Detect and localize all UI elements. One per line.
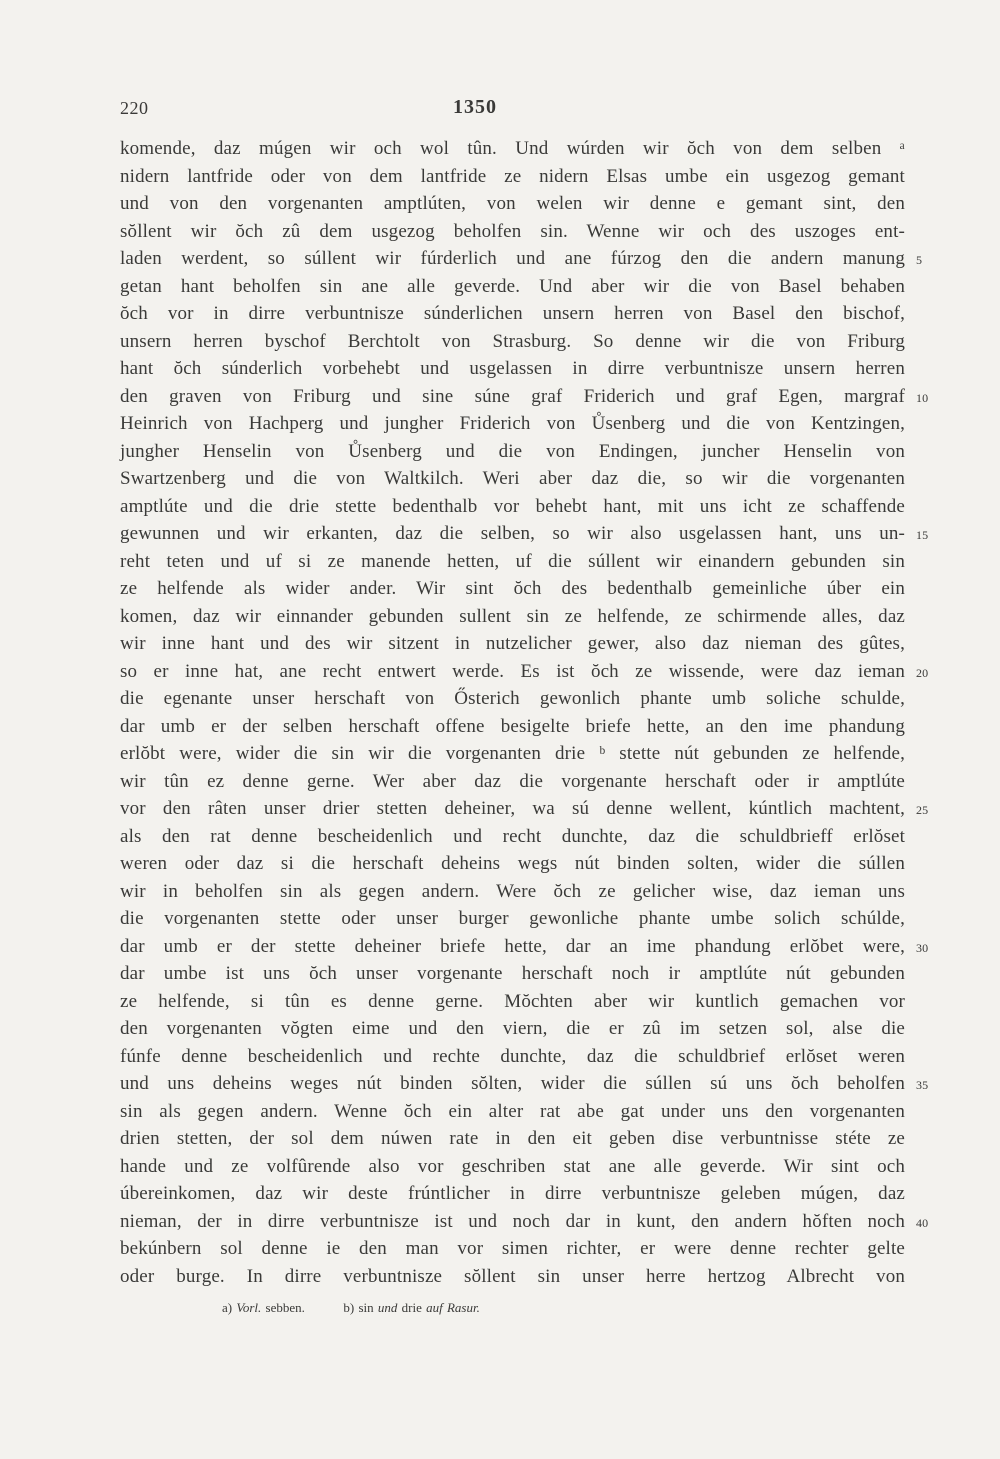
text-line — [120, 905, 905, 933]
line-text: dar umb er der selben herschaft offene besigelte briefe hette, an den ime phandung — [120, 715, 905, 737]
line-number: 20 — [916, 665, 929, 680]
line-number: 15 — [916, 528, 929, 542]
line-text: den vorgenanten vŏgten eime und den viern, die er zû im setzen sol, alse die — [120, 1018, 905, 1039]
text-block — [120, 135, 929, 1290]
line-text: getan hant beholfen sin ane alle geverde. Und aber wir die von Basel behaben — [120, 275, 905, 297]
line-number: 40 — [916, 1215, 929, 1230]
footnote-b: b) sin und drie auf Rasur. — [343, 1300, 480, 1315]
text-line — [120, 410, 905, 438]
line-text: und von den vorgenanten amptlúten, von welen wir denne e gemant sint, den — [120, 193, 905, 214]
text-line — [120, 383, 929, 411]
line-text: sin als gegen andern. Wenne ŏch ein alter rat abe gat under uns den vorgenanten — [120, 1100, 905, 1122]
line-text: drien stetten, der sol dem núwen rate in den eit geben dise verbuntnisse stéte ze — [120, 1128, 905, 1149]
line-number: 30 — [916, 940, 929, 955]
line-text: vor den râten unser drier stetten deheiner, wa sú denne wellent, kúntlich machtent, — [120, 798, 905, 819]
line-text: hant ŏch súnderlich vorbehebt und usgelassen in dirre verbuntnisze unsern herren — [120, 358, 905, 379]
line-text: unsern herren byschof Berchtolt von Strasburg. So denne wir die von Friburg — [120, 330, 905, 352]
footnote-a: a) Vorl. sebben. — [222, 1300, 305, 1315]
line-text: úbereinkomen, daz wir deste frúntlicher in dirre verbuntnisze geleben múgen, daz — [120, 1183, 905, 1204]
text-line — [120, 190, 905, 218]
text-line — [120, 163, 905, 191]
line-text: laden werdent, so súllent wir fúrderlich und ane fúrzog den die andern manung — [120, 248, 905, 269]
line-text: nidern lantfride oder von dem lantfride ze nidern Elsas umbe ein usgezog gemant — [120, 165, 905, 187]
text-line — [120, 273, 905, 301]
text-line — [120, 1098, 905, 1126]
text-line — [120, 1043, 905, 1071]
line-text: Swartzenberg und die von Waltkilch. Weri aber daz die, so wir die vorgenanten — [120, 468, 905, 489]
text-line — [120, 218, 905, 246]
text-line — [120, 823, 905, 851]
text-line — [120, 355, 905, 383]
text-line — [120, 1153, 905, 1181]
line-text: komen, daz wir einnander gebunden sullent sin ze helfende, ze schirmende alles, daz — [120, 605, 905, 627]
text-line — [120, 685, 905, 713]
line-text: dar umbe ist uns ŏch unser vorgenante herschaft noch ir amptlúte nút gebunden — [120, 963, 905, 984]
text-line — [120, 768, 905, 796]
line-text: hande und ze volfûrende also vor geschriben stat ane alle geverde. Wir sint och — [120, 1155, 905, 1177]
line-text: komende, daz múgen wir och wol tûn. Und wúrden wir ŏch von dem selben ᵃ — [120, 138, 905, 159]
line-text: nieman, der in dirre verbuntnisze ist und noch dar in kunt, den andern hŏften noch — [120, 1210, 905, 1232]
line-text: sŏllent wir ŏch zû dem usgezog beholfen sin. Wenne wir och des uszoges ent- — [120, 220, 905, 242]
text-line — [120, 878, 905, 906]
text-line — [120, 1263, 905, 1291]
text-line — [120, 1015, 905, 1043]
line-text: ŏch vor in dirre verbuntnisze súnderlichen unsern herren von Basel den bischof, — [120, 303, 905, 324]
line-text: reht teten und uf si ze manende hetten, uf die súllent wir einandern gebunden sin — [120, 550, 905, 572]
year-heading: 1350 — [453, 96, 497, 118]
line-text: und uns deheins weges nút binden sŏlten, wider die súllen sú uns ŏch beholfen — [120, 1073, 905, 1094]
text-line — [120, 740, 905, 768]
text-line — [120, 328, 905, 356]
text-line — [120, 630, 905, 658]
text-line — [120, 658, 929, 686]
text-line — [120, 850, 905, 878]
text-line — [120, 960, 905, 988]
text-line — [120, 548, 905, 576]
line-text: gewunnen und wir erkanten, daz die selben, so wir also usgelassen hant, uns un- — [120, 523, 905, 544]
text-line — [120, 1235, 905, 1263]
line-text: wir inne hant und des wir sitzent in nutzelicher gewer, also daz nieman des gûtes, — [120, 633, 905, 654]
line-text: die vorgenanten stette oder unser burger gewonliche phante umbe solich schúlde, — [120, 908, 905, 929]
line-text: so er inne hat, ane recht entwert werde. Es ist ŏch ze wissende, were daz ieman — [120, 660, 905, 682]
line-text: ze helfende, si tûn es denne gerne. Mŏchten aber wir kuntlich gemachen vor — [120, 990, 905, 1012]
line-text: die egenante unser herschaft von Ősterich gewonlich phante umb soliche schulde, — [120, 688, 905, 709]
text-line — [120, 520, 929, 548]
text-line — [120, 988, 905, 1016]
text-line — [120, 575, 905, 603]
line-text: wir in beholfen sin als gegen andern. Were ŏch ze gelicher wise, daz ieman uns — [120, 880, 905, 902]
text-line — [120, 1208, 929, 1236]
text-line — [120, 245, 923, 273]
line-text: wir tûn ez denne gerne. Wer aber daz die vorgenante herschaft oder ir amptlúte — [120, 770, 905, 792]
text-line — [120, 493, 905, 521]
text-line — [120, 933, 929, 961]
footnotes — [222, 1300, 480, 1316]
line-text: als den rat denne bescheidenlich und recht dunchte, daz die schuldbrieff erlŏset — [120, 825, 905, 847]
text-line — [120, 603, 905, 631]
line-number: 35 — [916, 1078, 929, 1092]
line-text: dar umb er der stette deheiner briefe hette, dar an ime phandung erlŏbet were, — [120, 935, 905, 957]
line-text: fúnfe denne bescheidenlich und rechte dunchte, daz die schuldbrief erlŏset weren — [120, 1045, 905, 1067]
line-text: ze helfende als wider ander. Wir sint ŏch des bedenthalb gemeinliche úber ein — [120, 578, 905, 599]
text-line — [120, 1125, 905, 1153]
line-text: bekúnbern sol denne ie den man vor simen richter, er were denne rechter gelte — [120, 1238, 905, 1259]
text-line — [120, 795, 929, 823]
text-line — [120, 135, 905, 163]
text-line — [120, 465, 905, 493]
line-text: amptlúte und die drie stette bedenthalb vor behebt hant, mit uns icht ze schaffende — [120, 495, 905, 517]
text-line — [120, 1180, 905, 1208]
line-number: 10 — [916, 390, 929, 405]
line-text: weren oder daz si die herschaft deheins wegs nút binden solten, wider die súllen — [120, 853, 905, 874]
line-text: oder burge. In dirre verbuntnisze sŏllent sin unser herre hertzog Albrecht von — [120, 1265, 905, 1287]
text-line — [120, 713, 905, 741]
page-number: 220 — [120, 98, 149, 118]
text-line — [120, 300, 905, 328]
text-line — [120, 1070, 929, 1098]
line-text: erlŏbt were, wider die sin wir die vorgenanten drie ᵇ stette nút gebunden ze helfende, — [120, 743, 905, 764]
line-number: 5 — [916, 253, 923, 267]
text-line — [120, 438, 905, 466]
line-text: jungher Henselin von Ůsenberg und die von Endingen, juncher Henselin von — [120, 440, 905, 462]
line-text: Heinrich von Hachperg und jungher Friderich von Ůsenberg und die von Kentzingen, — [120, 413, 905, 434]
line-number: 25 — [916, 803, 929, 817]
line-text: den graven von Friburg und sine súne graf Friderich und graf Egen, margraf — [120, 385, 905, 407]
